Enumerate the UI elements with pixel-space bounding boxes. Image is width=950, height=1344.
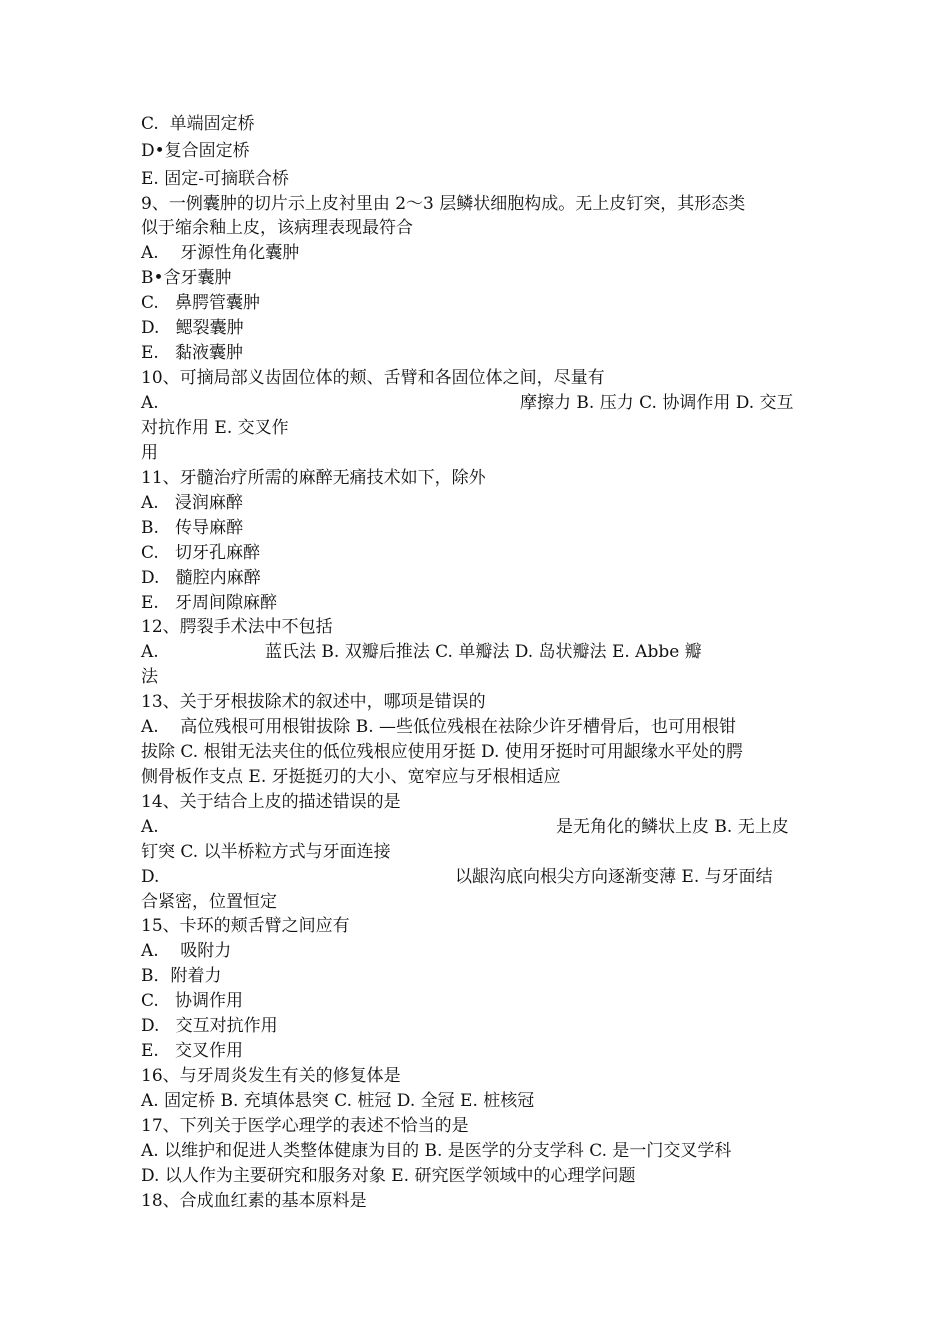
option-line: B．附着力 [141,966,222,986]
option-line: C. 协调作用 [141,991,244,1011]
option-line: 对抗作用 E. 交叉作 [141,418,289,438]
option-line: D•复合固定桥 [141,141,250,161]
option-line: E. 牙周间隙麻醉 [141,593,278,613]
option-line: 以龈沟底向根尖方向逐渐变薄 E. 与牙面结 [455,867,773,887]
option-line: 钉突 C. 以半桥粒方式与牙面连接 [141,842,391,862]
option-line: 法 [141,667,158,687]
option-line: D. 交互对抗作用 [141,1016,278,1036]
option-line: E. 交叉作用 [141,1041,244,1061]
option-line: C. 鼻腭管囊肿 [141,293,261,313]
question-line: 18、合成血红素的基本原料是 [141,1191,367,1211]
option-line: 蓝氏法 B. 双瓣后推法 C. 单瓣法 D. 岛状瓣法 E. Abbe 瓣 [265,642,702,662]
option-line: 侧骨板作支点 E. 牙挺挺刃的大小、宽窄应与牙根相适应 [141,767,561,787]
option-line: C. 切牙孔麻醉 [141,543,261,563]
option-line: D. 髓腔内麻醉 [141,568,261,588]
option-line: E. 固定-可摘联合桥 [141,169,289,189]
option-line: A. 浸润麻醉 [141,493,243,513]
option-line: A. [141,642,159,662]
question-line: 12、腭裂手术法中不包括 [141,617,333,637]
option-line: A. 吸附力 [141,941,232,961]
option-line: 用 [141,443,158,463]
question-line: 似于缩余釉上皮，该病理表现最符合 [141,218,413,238]
option-line: 合紧密，位置恒定 [141,892,277,912]
option-line: 拔除 C. 根钳无法夹住的低位残根应使用牙挺 D. 使用牙挺时可用龈缘水平处的腭 [141,742,743,762]
option-line: D. 鳃裂囊肿 [141,318,244,338]
option-line: 摩擦力 B. 压力 C. 协调作用 D. 交互 [520,393,794,413]
option-line: A. [141,817,159,837]
option-line: C. 单端固定桥 [141,114,255,134]
option-line: A. 高位残根可用根钳拔除 B. —些低位残根在祛除少许牙槽骨后，也可用根钳 [141,717,736,737]
option-line: D. [141,867,160,887]
question-line: 11、牙髓治疗所需的麻醉无痛技术如下，除外 [141,468,486,488]
question-line: 16、与牙周炎发生有关的修复体是 [141,1066,401,1086]
question-line: 17、下列关于医学心理学的表述不恰当的是 [141,1116,469,1136]
option-line: B. 传导麻醉 [141,518,244,538]
option-line: A. [141,393,159,413]
question-line: 9、一例囊肿的切片示上皮衬里由 2〜3 层鳞状细胞构成。无上皮钉突，其形态类 [141,194,746,214]
option-line: D. 以人作为主要研究和服务对象 E. 研究医学领域中的心理学问题 [141,1166,636,1186]
option-line: A. 牙源性角化囊肿 [141,243,300,263]
question-line: 10、可摘局部义齿固位体的颊、舌臂和各固位体之间，尽量有 [141,368,605,388]
question-line: 14、关于结合上皮的描述错误的是 [141,792,401,812]
option-line: 是无角化的鳞状上皮 B. 无上皮 [556,817,789,837]
option-line: B•含牙囊肿 [141,268,232,288]
option-line: A. 以维护和促进人类整体健康为目的 B. 是医学的分支学科 C. 是一门交叉学科 [141,1141,732,1161]
option-line: A. 固定桥 B. 充填体悬突 C. 桩冠 D. 全冠 E. 桩核冠 [141,1091,535,1111]
question-line: 13、关于牙根拔除术的叙述中，哪项是错误的 [141,692,486,712]
question-line: 15、卡环的颊舌臂之间应有 [141,916,350,936]
option-line: E. 黏液囊肿 [141,343,244,363]
